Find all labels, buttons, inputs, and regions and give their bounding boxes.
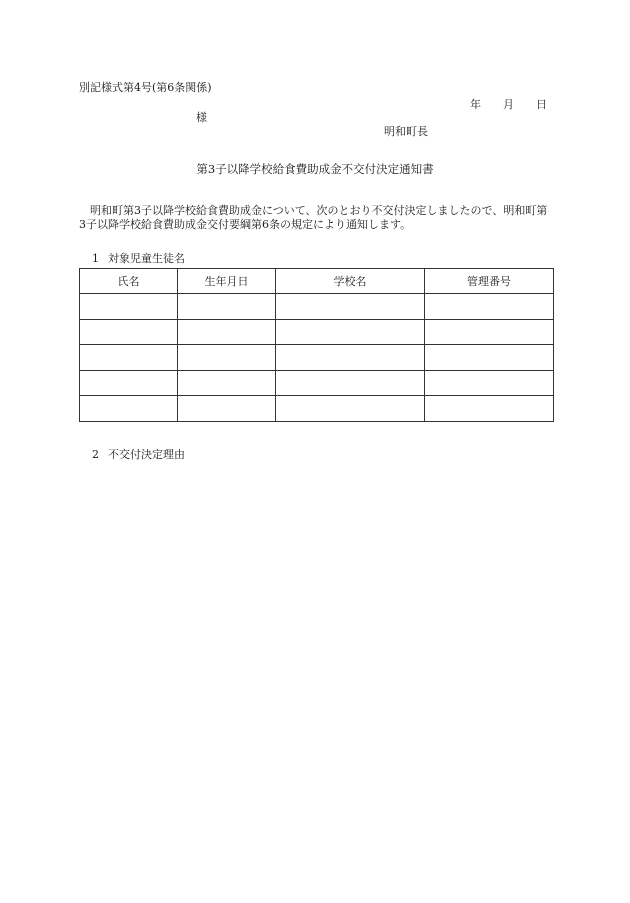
addressee-suffix: 様	[196, 111, 207, 124]
table-cell	[276, 345, 425, 371]
form-label: 別記様式第4号(第6条関係)	[79, 81, 212, 94]
date-day: 日	[536, 98, 547, 111]
header-school: 学校名	[276, 269, 425, 294]
sender-name: 明和町長	[384, 125, 428, 138]
section-2-heading	[92, 448, 185, 462]
table-cell	[425, 396, 554, 422]
table-cell	[80, 319, 178, 345]
section-1-number: 1	[92, 252, 99, 265]
table-row	[80, 294, 554, 320]
table-cell	[276, 294, 425, 320]
table-cell	[425, 294, 554, 320]
table-cell	[80, 294, 178, 320]
section-1-label: 対象児童生徒名	[108, 252, 185, 265]
table-cell	[178, 345, 276, 371]
table-row	[80, 370, 554, 396]
header-name: 氏名	[80, 269, 178, 294]
table-cell	[276, 319, 425, 345]
table-cell	[178, 294, 276, 320]
table-cell	[80, 345, 178, 371]
table-cell	[178, 370, 276, 396]
date-month: 月	[503, 98, 514, 111]
body-paragraph: 明和町第3子以降学校給食費助成金について、次のとおり不交付決定しましたので、明和町第3子以降学校給食費助成金交付要綱第6条の規定により通知します。	[79, 204, 548, 231]
table-cell	[178, 319, 276, 345]
student-table	[79, 268, 554, 422]
date-line	[470, 98, 547, 112]
header-management-number: 管理番号	[425, 269, 554, 294]
table-cell	[425, 319, 554, 345]
table-cell	[276, 370, 425, 396]
table-header-row	[80, 269, 554, 294]
document-title: 第3子以降学校給食費助成金不交付決定通知書	[196, 162, 434, 176]
section-1-heading	[92, 252, 185, 266]
table-cell	[178, 396, 276, 422]
header-birthdate: 生年月日	[178, 269, 276, 294]
date-year: 年	[470, 98, 481, 111]
table-row	[80, 345, 554, 371]
table-cell	[80, 370, 178, 396]
table-cell	[425, 370, 554, 396]
table-cell	[80, 396, 178, 422]
section-2-label: 不交付決定理由	[108, 448, 185, 461]
table-cell	[276, 396, 425, 422]
table-cell	[425, 345, 554, 371]
table-row	[80, 396, 554, 422]
section-2-number: 2	[92, 448, 99, 461]
table-row	[80, 319, 554, 345]
